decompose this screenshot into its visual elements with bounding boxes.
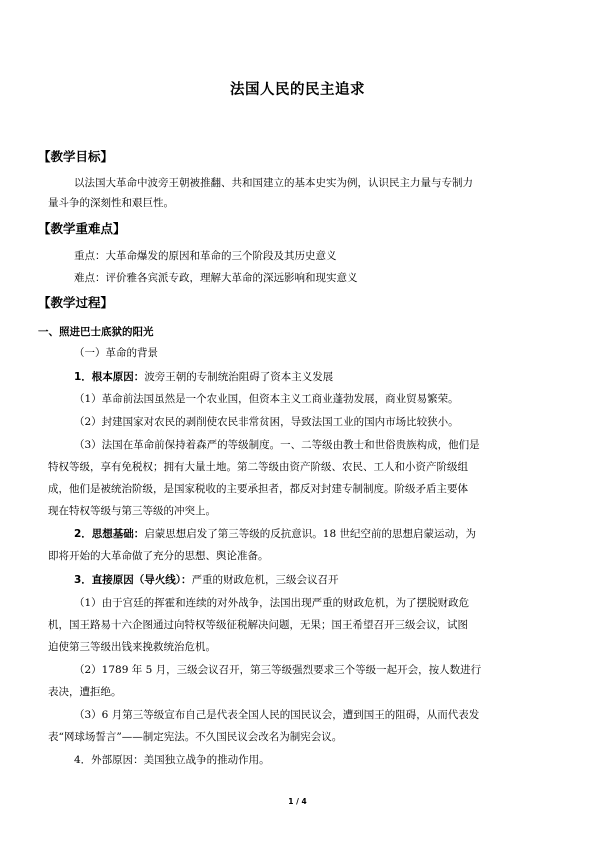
section-goal-heading: 【教学目标】 (38, 149, 114, 164)
item1-line (74, 370, 554, 384)
item1-point3-line-2: 特权等级，享有免税权；拥有大量土地。第二等级由资产阶级、农民、工人和小资产阶级组 (48, 461, 468, 473)
item3-point2-line-2: 表决，遭拒绝。 (48, 686, 122, 698)
key-focus-line: 重点：大革命爆发的原因和革命的三个阶段及其历史意义 (74, 250, 337, 262)
section-key-heading: 【教学重难点】 (38, 221, 126, 236)
item1-point3-line-3: 成，他们是被统治阶级，是国家税收的主要承担者，都反对封建专制制度。阶级矛盾主要体 (48, 483, 468, 495)
item1-point-1: （1）革命前法国虽然是一个农业国，但资本主义工商业蓬勃发展，商业贸易繁荣。 (74, 393, 459, 405)
item3-point3-line-2: 表“网球场誓言”——制定宪法。不久国民议会改名为制宪会议。 (48, 731, 343, 743)
key-difficulty-line: 难点：评价雅各宾派专政，理解大革命的深远影响和现实意义 (74, 272, 358, 284)
item3-point2-line-1: （2）1789 年 5 月，三级会议召开，第三等级强烈要求三个等级一起开会，按人数进行 (74, 664, 482, 676)
section-process-heading: 【教学过程】 (38, 295, 114, 310)
part1-heading: 一、照进巴士底狱的阳光 (38, 326, 154, 338)
document-title: 法国人民的民主追求 (230, 82, 365, 98)
item2-label: 2．思想基础： (74, 528, 145, 540)
item1-point-2: （2）封建国家对农民的剥削使农民非常贫困，导致法国工业的国内市场比较狭小。 (74, 416, 459, 428)
goal-text-line-2: 量斗争的深刻性和艰巨性。 (48, 197, 174, 209)
sub1-heading: （一）革命的背景 (74, 347, 158, 359)
page-number: 1 / 4 (288, 797, 307, 806)
item3-point3-line-1: （3）6 月第三等级宣布自己是代表全国人民的国民议会，遭到国王的阻碍，从而代表发 (74, 709, 480, 721)
item1-point3-line-4: 现在特权等级与第三等级的冲突上。 (48, 505, 216, 517)
item3-point1-line-2: 机，国王路易十六企图通过向特权等级征税解决问题，无果；国王希望召开三级会议，试图 (48, 619, 468, 631)
item1-text: 波旁王朝的专制统治阻碍了资本主义发展 (144, 371, 334, 383)
item2-line-1 (74, 527, 554, 541)
item2-text-1: 启蒙思想启发了第三等级的反抗意识。18 世纪空前的思想启蒙运动，为 (144, 528, 477, 540)
item3-point1-line-1: （1）由于宫廷的挥霍和连续的对外战争，法国出现严重的财政危机，为了摆脱财政危 (74, 597, 470, 609)
item1-point3-line-1: （3）法国在革命前保持着森严的等级制度。一、二等级由教士和世俗贵族构成，他们是 (74, 439, 480, 451)
item3-text: 严重的财政危机，三级会议召开 (191, 574, 339, 586)
item4-line: 4．外部原因：美国独立战争的推动作用。 (74, 754, 270, 766)
goal-text-line-1: 以法国大革命中波旁王朝被推翻、共和国建立的基本史实为例，认识民主力量与专制力 (74, 177, 473, 189)
item3-point1-line-3: 迫使第三等级出钱来挽救统治危机。 (48, 641, 216, 653)
item3-line (74, 573, 554, 587)
item2-line-2: 即将开始的大革命做了充分的思想、舆论准备。 (48, 550, 269, 562)
item3-label: 3．直接原因（导火线）： (74, 574, 192, 586)
item1-label: 1．根本原因： (74, 371, 145, 383)
